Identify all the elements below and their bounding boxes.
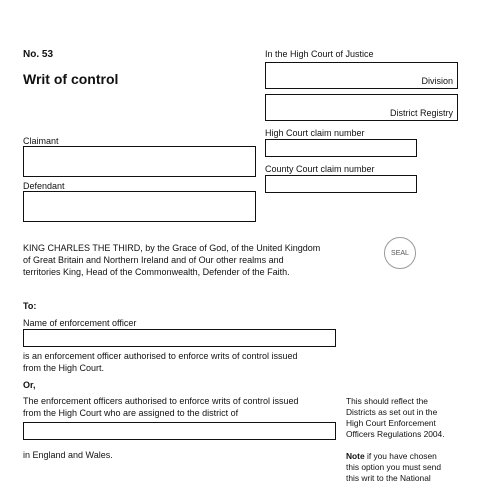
to-label: To: bbox=[23, 301, 37, 311]
cc-claim-number-field[interactable] bbox=[265, 175, 417, 193]
officer-name-field[interactable] bbox=[23, 329, 336, 347]
district-note-line-1: This should reflect the bbox=[346, 396, 428, 406]
or-label: Or, bbox=[23, 380, 36, 390]
note-bold-label: Note bbox=[346, 451, 365, 461]
hc-claim-number-field[interactable] bbox=[265, 139, 417, 157]
option-note-line-1: if you have chosen bbox=[364, 451, 437, 461]
officers-assigned-line-2: from the High Court who are assigned to the district of bbox=[23, 408, 239, 418]
district-registry-label: District Registry bbox=[389, 108, 453, 118]
officers-assigned-line-1: The enforcement officers authorised to enforce writs of control issued bbox=[23, 396, 299, 406]
seal-stamp bbox=[384, 237, 416, 269]
division-field[interactable] bbox=[265, 62, 458, 89]
defendant-field[interactable] bbox=[23, 191, 256, 222]
district-note-line-3: High Court Enforcement bbox=[346, 418, 436, 428]
district-field[interactable] bbox=[23, 422, 336, 440]
cc-claim-number-label: County Court claim number bbox=[265, 164, 375, 174]
option-note-line-3: this writ to the National bbox=[346, 473, 431, 483]
officer-description-line-1: is an enforcement officer authorised to enforce writs of control issued bbox=[23, 351, 298, 361]
officer-description-line-2: from the High Court. bbox=[23, 363, 105, 373]
option-note bbox=[346, 451, 441, 484]
option-note-line-2: this option you must send bbox=[346, 462, 441, 472]
district-registry-field[interactable] bbox=[265, 94, 458, 121]
claimant-label: Claimant bbox=[23, 136, 59, 146]
district-note bbox=[346, 396, 445, 440]
form-title: Writ of control bbox=[23, 71, 119, 87]
proclamation-line-3: territories King, Head of the Commonwealth, Defender of the Faith. bbox=[23, 267, 290, 277]
district-note-line-4: Officers Regulations 2004. bbox=[346, 429, 445, 439]
claimant-field[interactable] bbox=[23, 146, 256, 177]
england-wales-text: in England and Wales. bbox=[23, 450, 113, 460]
form-number: No. 53 bbox=[23, 49, 54, 60]
proclamation-line-2: of Great Britain and Northern Ireland and of Our other realms and bbox=[23, 255, 284, 265]
hc-claim-number-label: High Court claim number bbox=[265, 128, 365, 138]
court-heading: In the High Court of Justice bbox=[265, 49, 374, 59]
officer-name-label: Name of enforcement officer bbox=[23, 318, 137, 328]
seal-label: SEAL bbox=[391, 249, 409, 257]
proclamation-line-1: KING CHARLES THE THIRD, by the Grace of God, of the United Kingdom bbox=[23, 243, 321, 253]
division-label: Division bbox=[421, 76, 453, 86]
defendant-label: Defendant bbox=[23, 181, 65, 191]
district-note-line-2: Districts as set out in the bbox=[346, 407, 438, 417]
